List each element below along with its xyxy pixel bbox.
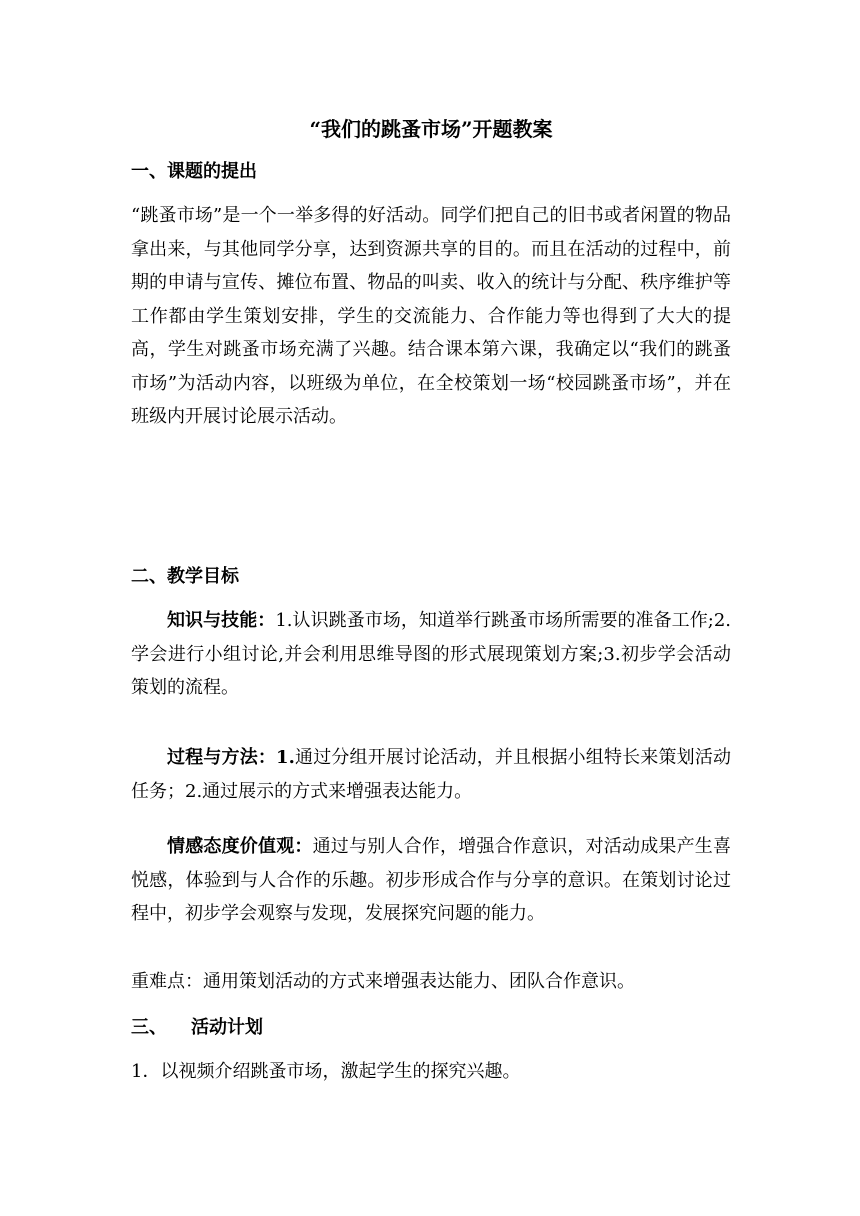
section-3-heading: [131, 1013, 263, 1043]
key-points-line: 重难点：通用策划活动的方式来增强表达能力、团队合作意识。: [131, 971, 635, 992]
emotion-values-text: 通过与别人合作，增强合作意识，对活动成果产生喜悦感，体验到与人合作的乐趣。初步形成合作与分享的意识。在策划讨论过程中，初步学会观察与发现，发展探究问题的能力。: [131, 836, 732, 924]
knowledge-skills-text: 1.认识跳蚤市场，知道举行跳蚤市场所需要的准备工作;2.学会进行小组讨论,并会利用思维导图的形式展现策划方案;3.初步学会活动策划的流程。: [131, 610, 732, 698]
document-page: [131, 0, 731, 1216]
document-title: “我们的跳蚤市场”开题教案: [309, 117, 553, 141]
emotion-values-label: 情感态度价值观：: [167, 836, 313, 857]
process-methods-paragraph: [131, 741, 731, 808]
process-methods-text: 通过分组开展讨论活动，并且根据小组特长来策划活动任务；2.通过展示的方式来增强表达能力。: [131, 747, 732, 802]
section-3-number: 三、: [131, 1017, 167, 1038]
section-1-heading: 一、课题的提出: [131, 161, 257, 182]
section-1-body: “跳蚤市场”是一个一举多得的好活动。同学们把自己的旧书或者闲置的物品拿出来，与其他同学分享，达到资源共享的目的。而且在活动的过程中，前期的申请与宣传、摊位布置、物品的叫卖、收入的统计与分配、秩序维护等工作都由学生策划安排，学生的交流能力、合作能力等也得到了大大的提高，学生对跳蚤市场充满了兴趣。结合课本第六课，我确定以“我们的跳蚤市场”为活动内容，以班级为单位，在全校策划一场“校园跳蚤市场”，并在班级内开展讨论展示活动。: [131, 205, 731, 427]
section-2-heading: 二、教学目标: [131, 566, 239, 587]
plan-item-1: 1．以视频介绍跳蚤市场，激起学生的探究兴趣。: [131, 1061, 521, 1082]
emotion-values-paragraph: [131, 830, 731, 931]
section-3-title: 活动计划: [191, 1017, 263, 1038]
knowledge-skills-paragraph: [131, 604, 731, 705]
knowledge-skills-label: 知识与技能：: [167, 610, 276, 631]
process-methods-label: 过程与方法：1.: [167, 747, 295, 768]
